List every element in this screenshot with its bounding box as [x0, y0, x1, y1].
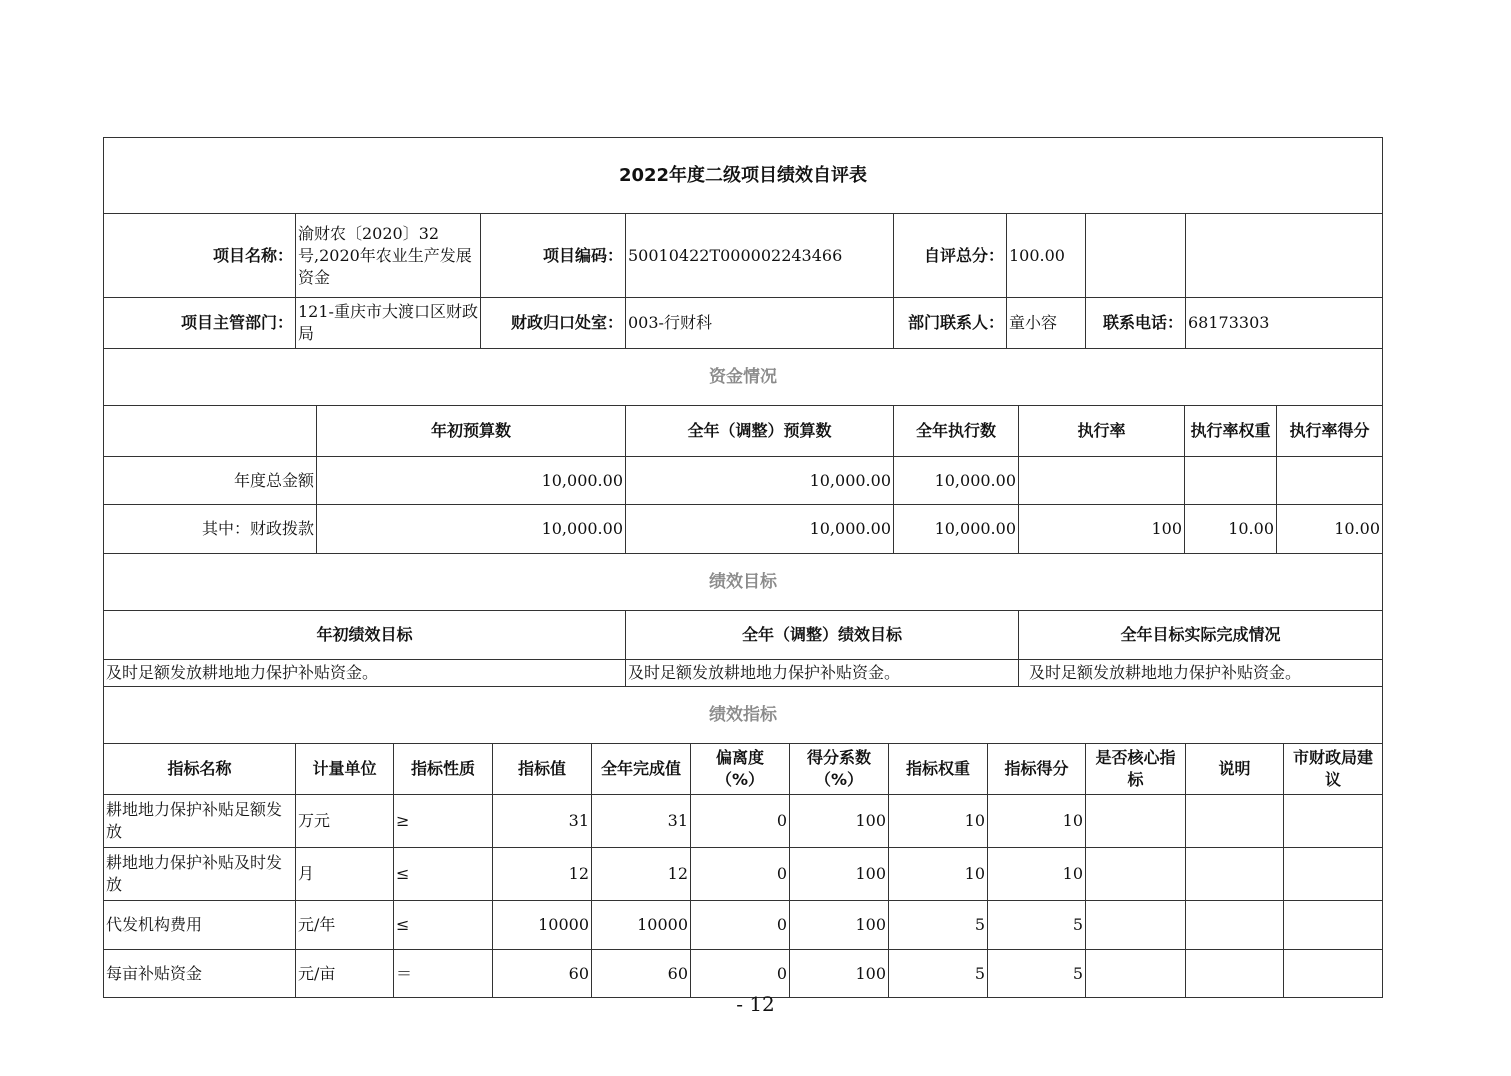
- indicator-score: 10: [988, 795, 1086, 847]
- project-code-label: 项目编码：: [481, 214, 626, 297]
- funds-executed: 10,000.00: [894, 457, 1019, 504]
- funds-executed: 10,000.00: [894, 505, 1019, 553]
- indicator-header: 计量单位: [296, 744, 394, 794]
- funds-initial: 10,000.00: [317, 505, 626, 553]
- indicator-target: 60: [493, 950, 592, 997]
- funds-score: 10.00: [1334, 519, 1380, 538]
- goal-adjusted: 及时足额发放耕地地力保护补贴资金。: [626, 660, 1019, 686]
- indicator-header: 指标名称: [104, 744, 296, 794]
- indicator-note: [1186, 795, 1284, 847]
- score-label: 自评总分：: [894, 214, 1007, 297]
- funds-weight: [1185, 457, 1277, 504]
- indicator-header: 市财政局建议: [1292, 748, 1373, 789]
- goals-header-row: [104, 611, 1382, 660]
- indicator-note: [1186, 848, 1284, 900]
- funds-rate: [1019, 457, 1185, 504]
- indicator-actual: 10000: [592, 901, 691, 949]
- indicator-row: [104, 950, 1382, 997]
- indicator-header: 指标权重: [889, 744, 988, 794]
- funds-header: 全年（调整）预算数: [626, 406, 894, 456]
- indicator-note: [1186, 950, 1284, 997]
- funds-header: 年初预算数: [317, 406, 626, 456]
- indicator-nature: ＝: [394, 950, 493, 997]
- indicator-core: [1086, 848, 1186, 900]
- funds-row-label: 年度总金额: [104, 457, 317, 504]
- indicator-header: 是否核心指标: [1086, 744, 1186, 794]
- indicator-name: 耕地地力保护补贴及时发放: [104, 848, 296, 900]
- indicator-header: 指标性质: [394, 744, 493, 794]
- funds-section-row: [104, 349, 1382, 406]
- goal-actual: 及时足额发放耕地地力保护补贴资金。: [1029, 663, 1302, 682]
- indicator-weight: 10: [889, 848, 988, 900]
- funds-header: 执行率权重: [1185, 406, 1277, 456]
- indicator-core: [1086, 950, 1186, 997]
- funds-header: 执行率得分: [1289, 421, 1370, 440]
- page-number: - 12: [736, 992, 775, 1016]
- funds-header: 全年执行数: [894, 406, 1019, 456]
- goals-header: 全年目标实际完成情况: [1120, 625, 1281, 644]
- dept-value: 121-重庆市大渡口区财政局: [296, 298, 481, 348]
- page-title: 2022年度二级项目绩效自评表: [618, 164, 868, 186]
- empty-cell: [104, 406, 317, 456]
- indicator-actual: 60: [592, 950, 691, 997]
- funds-initial: 10,000.00: [317, 457, 626, 504]
- indicator-core: [1086, 795, 1186, 847]
- indicator-coef: 100: [790, 848, 889, 900]
- indicator-target: 31: [493, 795, 592, 847]
- indicator-deviation: 0: [691, 950, 790, 997]
- indicator-row: [104, 848, 1382, 901]
- funds-header-row: [104, 406, 1382, 457]
- indicator-advice: [1284, 901, 1382, 949]
- goals-value-row: [104, 660, 1382, 687]
- indicator-advice: [1284, 795, 1382, 847]
- indicator-weight: 5: [889, 901, 988, 949]
- contact-label: 部门联系人：: [894, 298, 1007, 348]
- office-label: 财政归口处室：: [481, 298, 626, 348]
- indicator-row: [104, 901, 1382, 950]
- indicator-unit: 万元: [296, 795, 394, 847]
- indicator-unit: 月: [296, 848, 394, 900]
- funds-row-label: 其中：财政拨款: [104, 505, 317, 553]
- office-value: 003-行财科: [626, 298, 894, 348]
- empty-cell: [1086, 214, 1186, 297]
- goals-section-row: [104, 554, 1382, 611]
- title-row: [104, 138, 1382, 214]
- indicator-core: [1086, 901, 1186, 949]
- indicator-name: 每亩补贴资金: [104, 950, 296, 997]
- indicator-header: 偏离度（%）: [691, 744, 790, 794]
- indicator-target: 12: [493, 848, 592, 900]
- empty-cell: [1186, 214, 1382, 297]
- indicators-section-row: [104, 687, 1382, 744]
- indicators-header-row: [104, 744, 1382, 795]
- indicator-weight: 5: [889, 950, 988, 997]
- funds-weight: 10.00: [1185, 505, 1277, 553]
- indicator-weight: 10: [889, 795, 988, 847]
- funds-section-title: 资金情况: [709, 367, 777, 387]
- indicator-note: [1186, 901, 1284, 949]
- indicator-header: 说明: [1186, 744, 1284, 794]
- indicator-header: 全年完成值: [592, 744, 691, 794]
- phone-value: 68173303: [1188, 313, 1270, 332]
- indicator-nature: ≥: [394, 795, 493, 847]
- indicator-advice: [1284, 950, 1382, 997]
- indicator-advice: [1284, 848, 1382, 900]
- indicator-row: [104, 795, 1382, 848]
- funds-rate: 100: [1019, 505, 1185, 553]
- funds-row: [104, 505, 1382, 554]
- indicator-score: 5: [988, 901, 1086, 949]
- funds-row: [104, 457, 1382, 505]
- funds-score: [1277, 457, 1382, 504]
- indicators-section-title: 绩效指标: [709, 705, 777, 725]
- indicator-deviation: 0: [691, 901, 790, 949]
- contact-value: 童小容: [1007, 298, 1086, 348]
- indicator-name: 耕地地力保护补贴足额发放: [104, 795, 296, 847]
- indicator-nature: ≤: [394, 901, 493, 949]
- dept-label: 项目主管部门：: [104, 298, 296, 348]
- indicator-name: 代发机构费用: [104, 901, 296, 949]
- project-code-value: 50010422T000002243466: [626, 214, 894, 297]
- indicator-coef: 100: [790, 950, 889, 997]
- indicator-actual: 31: [592, 795, 691, 847]
- indicator-header: 得分系数（%）: [790, 744, 889, 794]
- score-value: 100.00: [1007, 214, 1086, 297]
- phone-label: 联系电话：: [1086, 298, 1186, 348]
- indicator-score: 5: [988, 950, 1086, 997]
- info-row-2: [104, 298, 1382, 349]
- goals-header: 年初绩效目标: [104, 611, 626, 659]
- indicator-deviation: 0: [691, 795, 790, 847]
- performance-self-evaluation-table: [103, 137, 1383, 998]
- info-row-1: [104, 214, 1382, 298]
- indicator-header: 指标值: [493, 744, 592, 794]
- indicator-coef: 100: [790, 901, 889, 949]
- indicator-unit: 元/年: [296, 901, 394, 949]
- funds-adjusted: 10,000.00: [626, 457, 894, 504]
- project-name-label: 项目名称：: [104, 214, 296, 297]
- indicator-unit: 元/亩: [296, 950, 394, 997]
- goals-section-title: 绩效目标: [709, 572, 777, 592]
- indicator-target: 10000: [493, 901, 592, 949]
- indicator-header: 指标得分: [988, 744, 1086, 794]
- indicator-nature: ≤: [394, 848, 493, 900]
- indicator-score: 10: [988, 848, 1086, 900]
- indicator-actual: 12: [592, 848, 691, 900]
- goals-header: 全年（调整）绩效目标: [626, 611, 1019, 659]
- project-name-value: 渝财农〔2020〕32号,2020年农业生产发展资金: [296, 214, 481, 297]
- funds-header: 执行率: [1019, 406, 1185, 456]
- indicator-deviation: 0: [691, 848, 790, 900]
- goal-initial: 及时足额发放耕地地力保护补贴资金。: [104, 660, 626, 686]
- indicator-coef: 100: [790, 795, 889, 847]
- funds-adjusted: 10,000.00: [626, 505, 894, 553]
